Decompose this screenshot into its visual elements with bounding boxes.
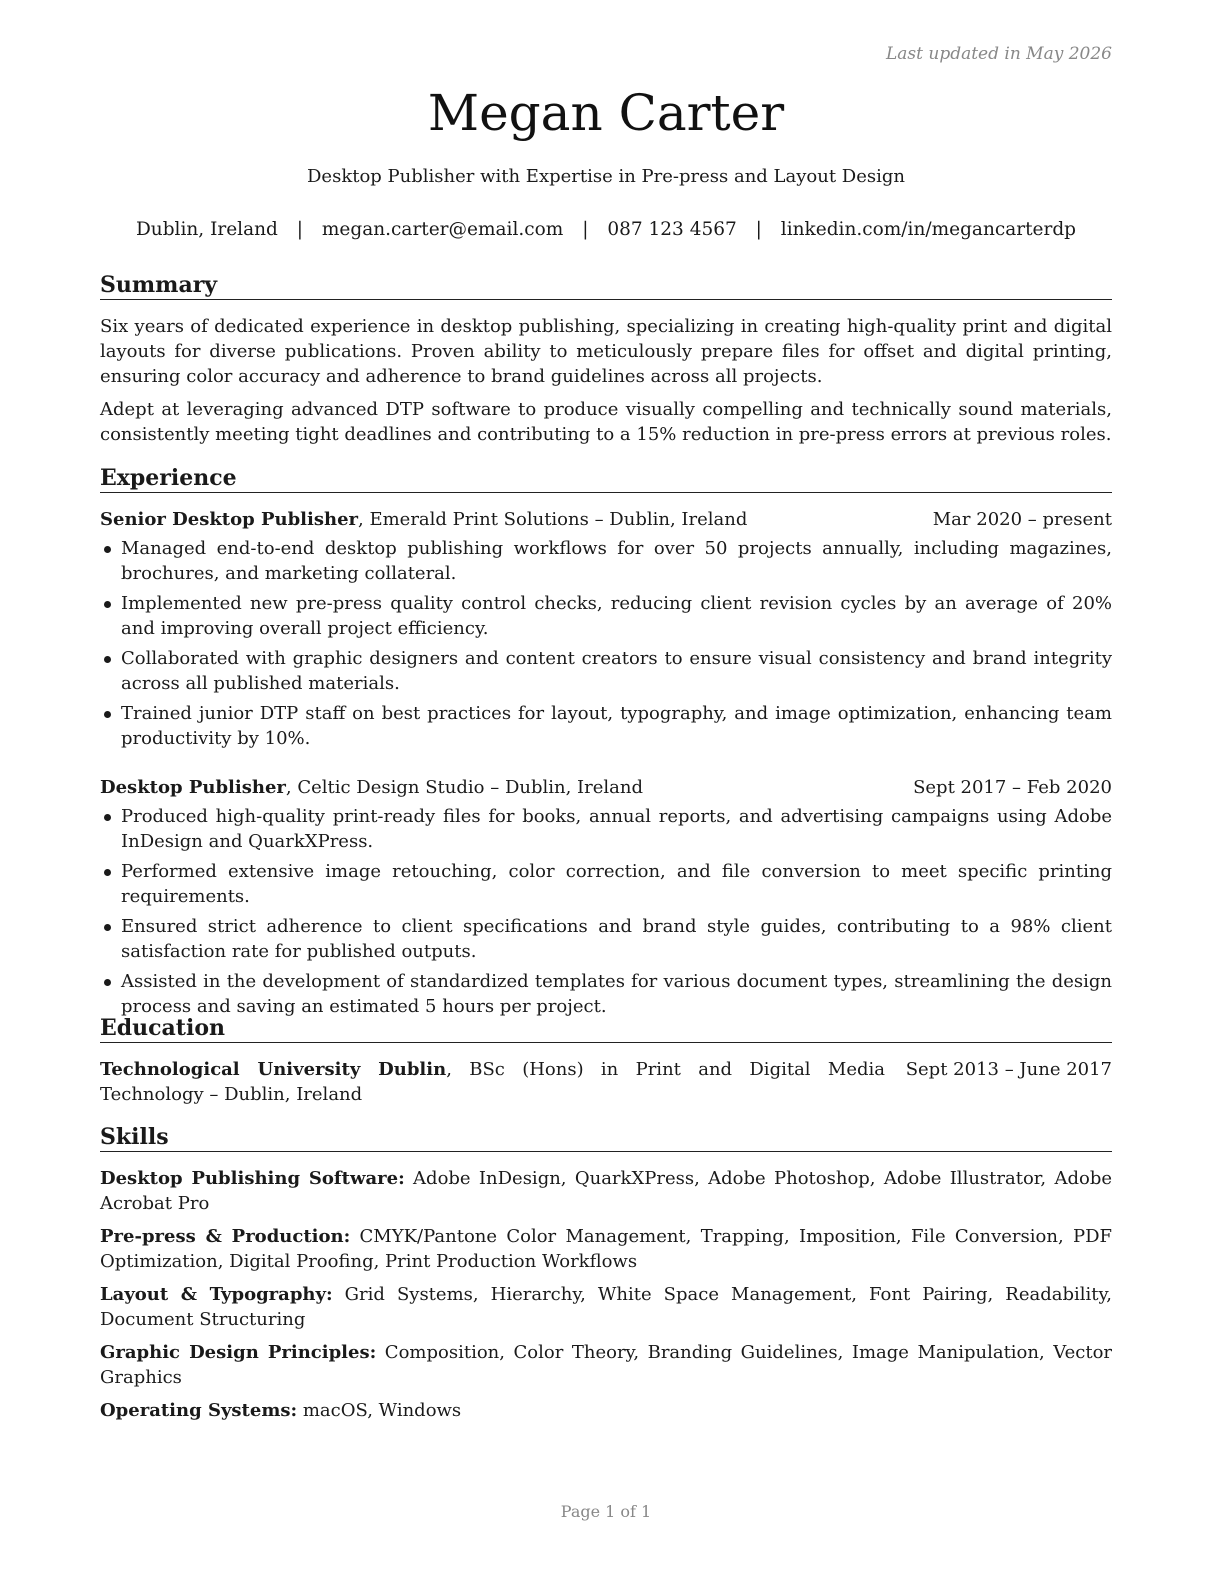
job-bullet: Produced high-quality print-ready files for books, annual reports, and advertising campaigns using Adobe InDesign and QuarkXPress.	[100, 804, 1112, 854]
job-bullet: Implemented new pre-press quality control checks, reducing client revision cycles by an average of 20% and improving overall project efficiency.	[100, 591, 1112, 641]
contact-linkedin[interactable]: linkedin.com/in/megancarterdp	[780, 219, 1077, 240]
education-degree: , BSc (Hons) in Print and Digital Media Technology – Dublin, Ireland	[100, 1059, 885, 1105]
skills-section	[100, 1166, 1112, 1431]
skill-label: Layout & Typography:	[100, 1284, 333, 1305]
experience-heading: Experience	[100, 464, 1112, 493]
skill-row	[100, 1166, 1112, 1216]
skill-row	[100, 1282, 1112, 1332]
job-bullet: Assisted in the development of standardized templates for various document types, streamlining the design process and saving an estimated 5 hours per project.	[100, 969, 1112, 1019]
page-number: Page 1 of 1	[560, 1502, 652, 1521]
job-header	[100, 507, 1112, 532]
contact-separator: |	[296, 219, 303, 240]
skill-row	[100, 1224, 1112, 1274]
summary-paragraph: Adept at leveraging advanced DTP software to produce visually compelling and technically sound materials, consistently meeting tight deadlines and contributing to a 15% reduction in pre-press errors at previous roles.	[100, 399, 1112, 445]
job-bullet: Ensured strict adherence to client specifications and brand style guides, contributing to a 98% client satisfaction rate for published outputs.	[100, 914, 1112, 964]
education-heading: Education	[100, 1014, 1112, 1043]
contact-email[interactable]: megan.carter@email.com	[321, 219, 564, 240]
contact-phone[interactable]: 087 123 4567	[607, 219, 737, 240]
job-entry	[100, 775, 1112, 1024]
skill-label: Graphic Design Principles:	[100, 1342, 377, 1363]
skill-label: Pre-press & Production:	[100, 1226, 351, 1247]
job-entry	[100, 507, 1112, 756]
job-bullets	[100, 536, 1112, 751]
resume-page	[100, 0, 1112, 1584]
job-bullet: Trained junior DTP staff on best practices for layout, typography, and image optimization, enhancing team productivity by 10%.	[100, 701, 1112, 751]
contact-line	[100, 219, 1112, 240]
skill-value: Adobe InDesign, QuarkXPress, Adobe Photoshop, Adobe Illustrator, Adobe Acrobat Pro	[100, 1168, 1112, 1214]
job-bullet: Performed extensive image retouching, color correction, and file conversion to meet specific printing requirements.	[100, 859, 1112, 909]
job-dates: Mar 2020 – present	[932, 509, 1112, 530]
contact-location: Dublin, Ireland	[135, 219, 278, 240]
education-entry	[100, 1057, 1112, 1107]
job-company: , Emerald Print Solutions – Dublin, Ireland	[358, 509, 748, 530]
summary-section	[100, 314, 1112, 455]
job-company: , Celtic Design Studio – Dublin, Ireland	[285, 777, 644, 798]
skill-value: macOS, Windows	[297, 1400, 462, 1421]
education-school: Technological University Dublin	[100, 1059, 447, 1080]
education-dates: Sept 2013 – June 2017	[905, 1059, 1112, 1080]
skill-label: Operating Systems:	[100, 1400, 298, 1421]
skill-label: Desktop Publishing Software:	[100, 1168, 405, 1189]
skill-value: CMYK/Pantone Color Management, Trapping, Imposition, File Conversion, PDF Optimization, Digital Proofing, Print Production Workflows	[100, 1226, 1112, 1272]
job-role: Desktop Publisher	[100, 777, 286, 798]
skill-value: Composition, Color Theory, Branding Guidelines, Image Manipulation, Vector Graphics	[100, 1342, 1113, 1388]
skill-row	[100, 1398, 1112, 1423]
skill-value: Grid Systems, Hierarchy, White Space Management, Font Pairing, Readability, Document Structuring	[100, 1284, 1112, 1330]
job-bullets	[100, 804, 1112, 1019]
skill-row	[100, 1340, 1112, 1390]
candidate-name: Megan Carter	[427, 84, 785, 142]
job-bullet: Collaborated with graphic designers and content creators to ensure visual consistency and brand integrity across all published materials.	[100, 646, 1112, 696]
job-role: Senior Desktop Publisher	[100, 509, 359, 530]
job-header	[100, 775, 1112, 800]
headline: Desktop Publisher with Expertise in Pre-press and Layout Design	[307, 166, 905, 187]
contact-separator: |	[755, 219, 762, 240]
job-bullet: Managed end-to-end desktop publishing workflows for over 50 projects annually, including magazines, brochures, and marketing collateral.	[100, 536, 1112, 586]
skills-heading: Skills	[100, 1123, 1112, 1152]
job-dates: Sept 2017 – Feb 2020	[913, 777, 1112, 798]
summary-paragraph: Six years of dedicated experience in desktop publishing, specializing in creating high-quality print and digital layouts for diverse publications. Proven ability to meticulously prepare files for offset and digital printing, ensuring color accuracy and adherence to brand guidelines across all projects.	[100, 316, 1112, 387]
last-updated: Last updated in May 2026	[885, 44, 1112, 64]
contact-separator: |	[582, 219, 589, 240]
summary-heading: Summary	[100, 271, 1112, 300]
